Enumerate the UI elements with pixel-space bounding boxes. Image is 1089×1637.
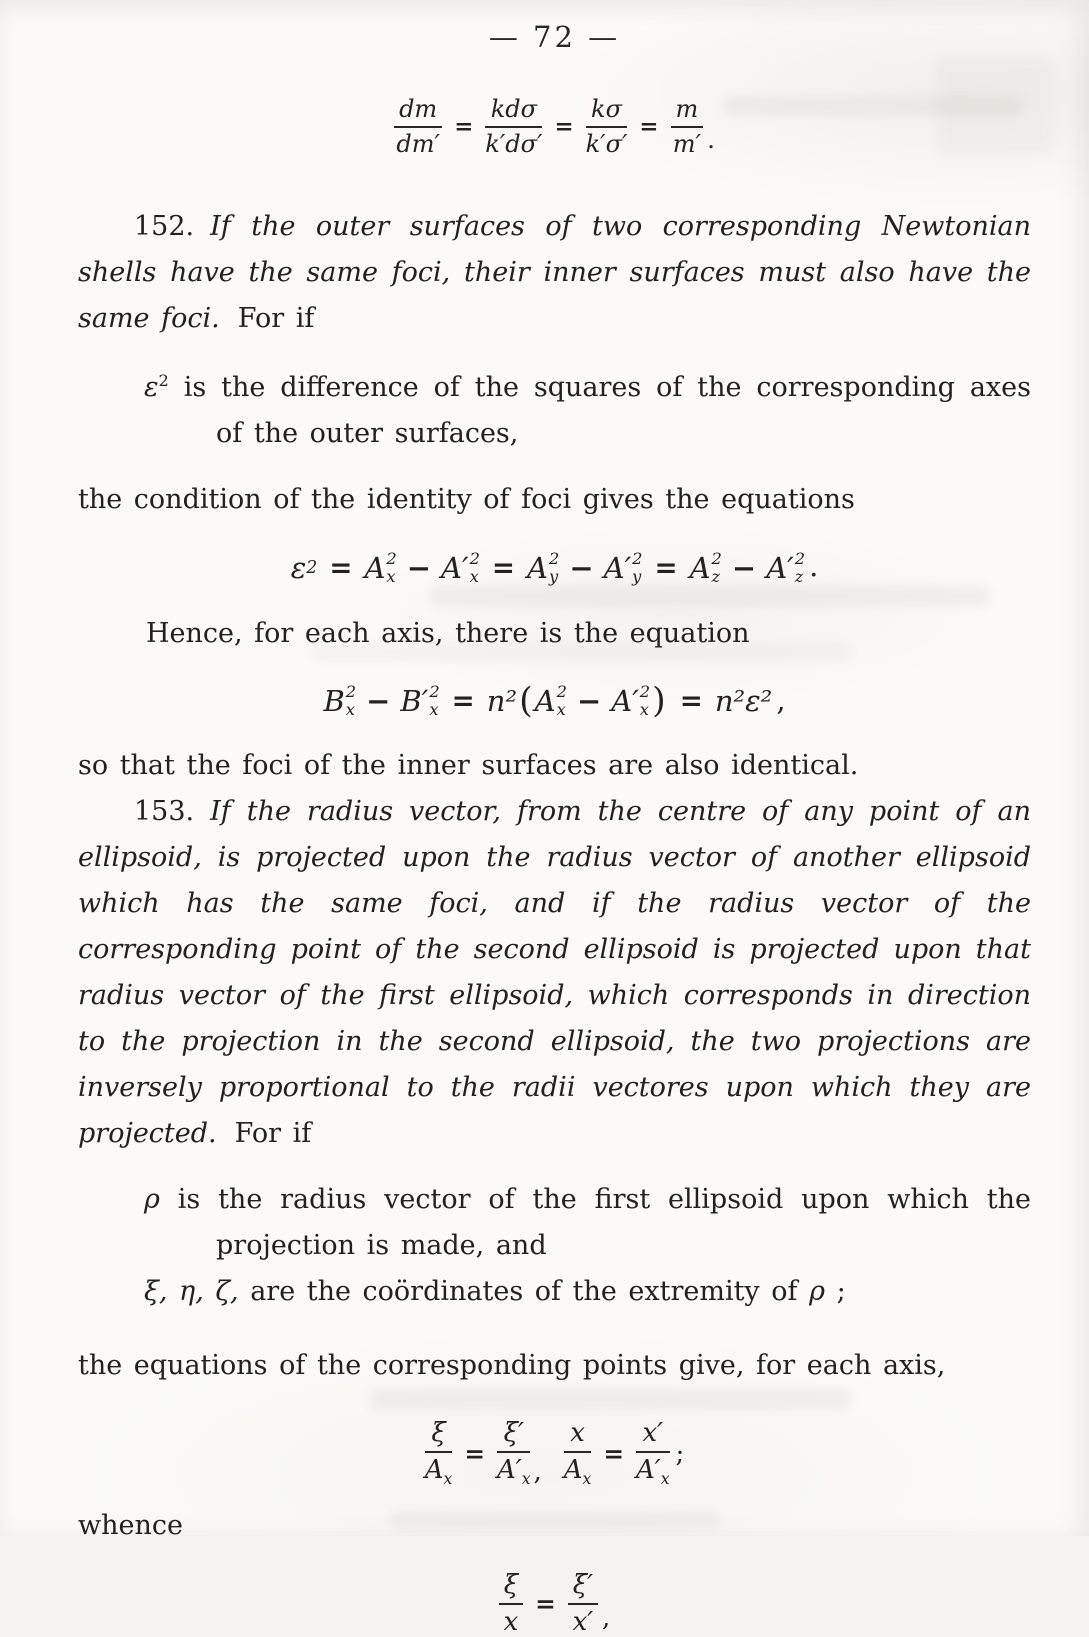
comma: , xyxy=(601,1602,611,1633)
sothat-line: so that the foci of the inner surfaces are also identical. xyxy=(78,749,859,781)
equations-line: the equations of the corresponding points give, for each axis, xyxy=(78,1349,946,1381)
equals-sign: = xyxy=(654,551,678,584)
page-number: — 72 — xyxy=(488,20,621,54)
math-term: A′ 2 z xyxy=(766,548,806,586)
equation-mass-ratio xyxy=(78,96,1031,158)
math-term: n²ε² xyxy=(714,683,773,718)
minus-sign: − xyxy=(406,550,432,585)
fraction: $\frac{m}{m'}$ xyxy=(671,96,704,158)
equals-sign: = xyxy=(535,1589,556,1619)
comma: , xyxy=(776,682,786,717)
math-term: ε 2 xyxy=(290,550,318,585)
coordinates-text: are the coördinates of the extremity of xyxy=(250,1275,798,1307)
fraction: $\frac{\xi'}{A'_x}$ xyxy=(497,1417,531,1489)
equation-final-ratio xyxy=(78,1571,1031,1637)
close-paren: ) xyxy=(652,680,666,721)
section-number-153: 153. xyxy=(134,795,195,827)
minus-sign: − xyxy=(576,683,602,718)
math-term: n² xyxy=(486,683,518,718)
fraction: $\frac{\xi'}{x'}$ xyxy=(568,1571,598,1637)
fraction: $\frac{x}{A_x}$ xyxy=(563,1417,592,1489)
math-term: B′ 2 x xyxy=(400,681,440,719)
coordinates-definition xyxy=(78,1269,1031,1315)
semicolon: ; xyxy=(836,1275,846,1307)
rho-symbol: ρ xyxy=(809,1275,825,1307)
rho-definition xyxy=(78,1177,1031,1269)
equation-foci-identity xyxy=(78,549,1031,587)
math-term: A 2 x xyxy=(534,681,567,719)
equals-sign: = xyxy=(603,1439,625,1469)
equals-sign: = xyxy=(329,551,353,584)
equals-sign: = xyxy=(679,684,703,717)
rho-definition-text: is the radius vector of the first ellipsoid upon which the projection is made, and xyxy=(177,1183,1031,1261)
epsilon-definition xyxy=(78,358,1031,457)
fraction: $\frac{x'}{A'_x}$ xyxy=(636,1417,670,1489)
fraction: $\frac{\text{kdσ}}{k'd\sigma'}$ xyxy=(485,95,543,158)
paragraph-152 xyxy=(78,204,1031,342)
rho-symbol: ρ xyxy=(144,1183,160,1215)
theorem-statement-153: If the radius vector, from the centre of any point of an ellipsoid, is projected upon the radius vector of another ellipsoid which has the same foci, and if the radius vector of the corresponding point of the second ellipsoid is projected upon that radius vector of the first ellipsoid, which corresponds in direction to the projection in the second ellipsoid, the two projections are inversely proportional to the radii vectores upon which they are projected. xyxy=(78,795,1031,1149)
theorem-statement-152: If the outer surfaces of two corresponding Newtonian shells have the same foci, their inner surfaces must also have the same foci. xyxy=(78,210,1031,334)
math-term: A′ 2 y xyxy=(603,548,643,586)
comma: , xyxy=(533,1456,542,1487)
epsilon-definition-text: is the difference of the squares of the corresponding axes of the outer surfaces, xyxy=(183,371,1031,449)
math-term: A 2 z xyxy=(689,548,722,586)
for-if-text: For if xyxy=(237,302,315,334)
equals-sign: = xyxy=(451,684,475,717)
equals-sign: = xyxy=(464,1439,485,1469)
minus-sign: − xyxy=(366,683,391,718)
period: . xyxy=(707,125,715,154)
hence-line: Hence, for each axis, there is the equation xyxy=(146,617,750,649)
minus-sign: − xyxy=(569,550,594,585)
fraction: $\frac{dm}{dm'}$ xyxy=(394,96,442,158)
fraction: $\frac{\xi}{x}$ xyxy=(499,1571,523,1637)
section-number-152: 152. xyxy=(134,210,195,242)
bleed-through-artifact xyxy=(370,1388,850,1410)
for-if-text: For if xyxy=(234,1117,312,1149)
equals-sign: = xyxy=(454,113,474,140)
paragraph-153 xyxy=(78,789,1031,1157)
math-term: A′ 2 x xyxy=(441,548,480,586)
math-term: A′ 2 x xyxy=(611,681,651,719)
equals-sign: = xyxy=(554,113,574,140)
period: . xyxy=(809,548,819,583)
fraction: $\frac{k\sigma}{k'\sigma'}$ xyxy=(585,95,628,158)
condition-line: the condition of the identity of foci gives the equations xyxy=(78,483,855,515)
whence-line: whence xyxy=(78,1509,183,1541)
semicolon: ; xyxy=(675,1438,685,1469)
epsilon-squared-symbol: $\varepsilon^2$ xyxy=(144,370,169,403)
equation-projection-ratios xyxy=(78,1419,1031,1489)
fraction: $\frac{\xi}{A_x}$ xyxy=(424,1417,453,1489)
equation-b-axes xyxy=(78,681,1031,721)
open-paren: ( xyxy=(519,680,533,721)
math-term: A 2 y xyxy=(527,548,560,586)
equals-sign: = xyxy=(639,113,659,140)
math-term: A 2 x xyxy=(364,548,397,586)
equals-sign: = xyxy=(491,551,516,584)
bleed-through-artifact xyxy=(430,585,990,607)
xi-eta-zeta-symbols: ξ, η, ζ, xyxy=(144,1275,239,1307)
minus-sign: − xyxy=(731,550,757,585)
math-term: B 2 x xyxy=(323,681,357,719)
